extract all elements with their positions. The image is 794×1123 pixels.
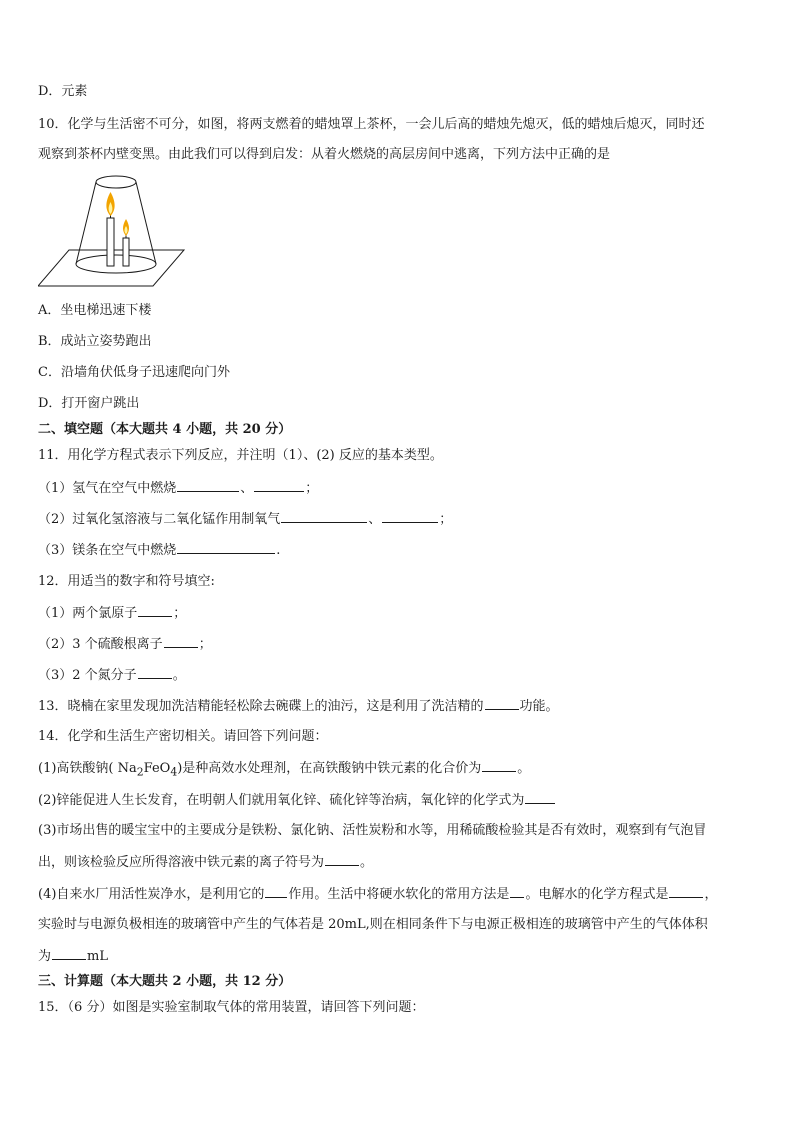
q14-part4-line3: 为 mL	[38, 949, 108, 964]
answer-blank[interactable]	[177, 479, 239, 492]
answer-blank[interactable]	[138, 604, 172, 617]
answer-blank[interactable]	[265, 885, 287, 898]
q15-stem: 15．（6 分）如图是实验室制取气体的常用装置，请回答下列问题：	[38, 1000, 425, 1015]
q10-option-b: B．成站立姿势跑出	[38, 334, 152, 349]
q10-stem-line1: 10．化学与生活密不可分，如图，将两支燃着的蜡烛罩上茶杯，一会儿后高的蜡烛先熄灭，低的蜡烛后熄灭，同时还	[38, 117, 705, 132]
answer-blank[interactable]	[485, 697, 519, 710]
answer-blank[interactable]	[254, 479, 304, 492]
q12-part3: （3）2 个氮分子 。	[38, 668, 186, 683]
q10-option-a: A．坐电梯迅速下楼	[38, 303, 152, 318]
q10-stem-line2: 观察到茶杯内壁变黑。由此我们可以得到启发：从着火燃烧的高层房间中逃离，下列方法中正确的是	[38, 147, 611, 162]
answer-blank[interactable]	[138, 666, 172, 679]
q14-stem: 14．化学和生活生产密切相关。请回答下列问题：	[38, 729, 328, 744]
q12-stem: 12．用适当的数字和符号填空:	[38, 574, 215, 589]
answer-blank[interactable]	[52, 947, 86, 960]
q10-option-c: C．沿墙角伏低身子迅速爬向门外	[38, 365, 230, 380]
answer-blank[interactable]	[382, 510, 438, 523]
section-3-heading: 三、计算题（本大题共 2 小题，共 12 分）	[38, 974, 292, 989]
q13: 13．晓楠在家里发现加洗洁精能轻松除去碗碟上的油污，这是利用了洗洁精的 功能。	[38, 699, 559, 714]
candles-under-cup-figure	[38, 172, 188, 292]
answer-blank[interactable]	[325, 853, 359, 866]
q12-part1: （1）两个氯原子 ；	[38, 606, 187, 621]
q14-part2: (2)锌能促进人生长发育，在明朝人们就用氧化锌、硫化锌等治病，氧化锌的化学式为	[38, 791, 556, 810]
answer-blank[interactable]	[669, 885, 703, 898]
answer-blank[interactable]	[164, 635, 198, 648]
q11-part2: （2）过氧化氢溶液与二氧化锰作用制氧气 、 ；	[38, 512, 453, 527]
q9-option-d: D．元素	[38, 84, 88, 99]
section-2-heading: 二、填空题（本大题共 4 小题，共 20 分）	[38, 422, 292, 437]
answer-blank[interactable]	[525, 791, 555, 804]
answer-blank[interactable]	[177, 541, 275, 554]
q14-part4-line2: 实验时与电源负极相连的玻璃管中产生的气体若是 20mL,则在相同条件下与电源正极相连的玻璃管中产生的气体体积	[38, 917, 708, 932]
q14-part3-line2: 出，则该检验反应所得溶液中铁元素的离子符号为 。	[38, 855, 374, 870]
q12-part2: （2）3 个硫酸根离子 ；	[38, 637, 212, 652]
answer-blank[interactable]	[482, 759, 516, 772]
answer-blank[interactable]	[281, 510, 367, 523]
q11-part1: （1）氢气在空气中燃烧 、 ；	[38, 481, 319, 496]
q14-part1: (1)高铁酸钠( $Na_2FeO_4$)是种高效水处理剂，在高铁酸钠中铁元素的化合价为 。	[38, 761, 531, 779]
q11-part3: （3）镁条在空气中燃烧 .	[38, 543, 281, 558]
q14-part3-line1: (3)市场出售的暖宝宝中的主要成分是铁粉、氯化钠、活性炭粉和水等，用稀硫酸检验其是否有效时，观察到有气泡冒	[38, 823, 707, 838]
q14-part4-line1: (4)自来水厂用活性炭净水，是利用它的 作用。生活中将硬水软化的常用方法是 。电解水的化学方程式是 ，	[38, 887, 718, 902]
answer-blank[interactable]	[510, 885, 524, 898]
q10-option-d: D．打开窗户跳出	[38, 396, 140, 411]
q11-stem: 11．用化学方程式表示下列反应，并注明（1）、(2) 反应的基本类型。	[38, 448, 443, 463]
